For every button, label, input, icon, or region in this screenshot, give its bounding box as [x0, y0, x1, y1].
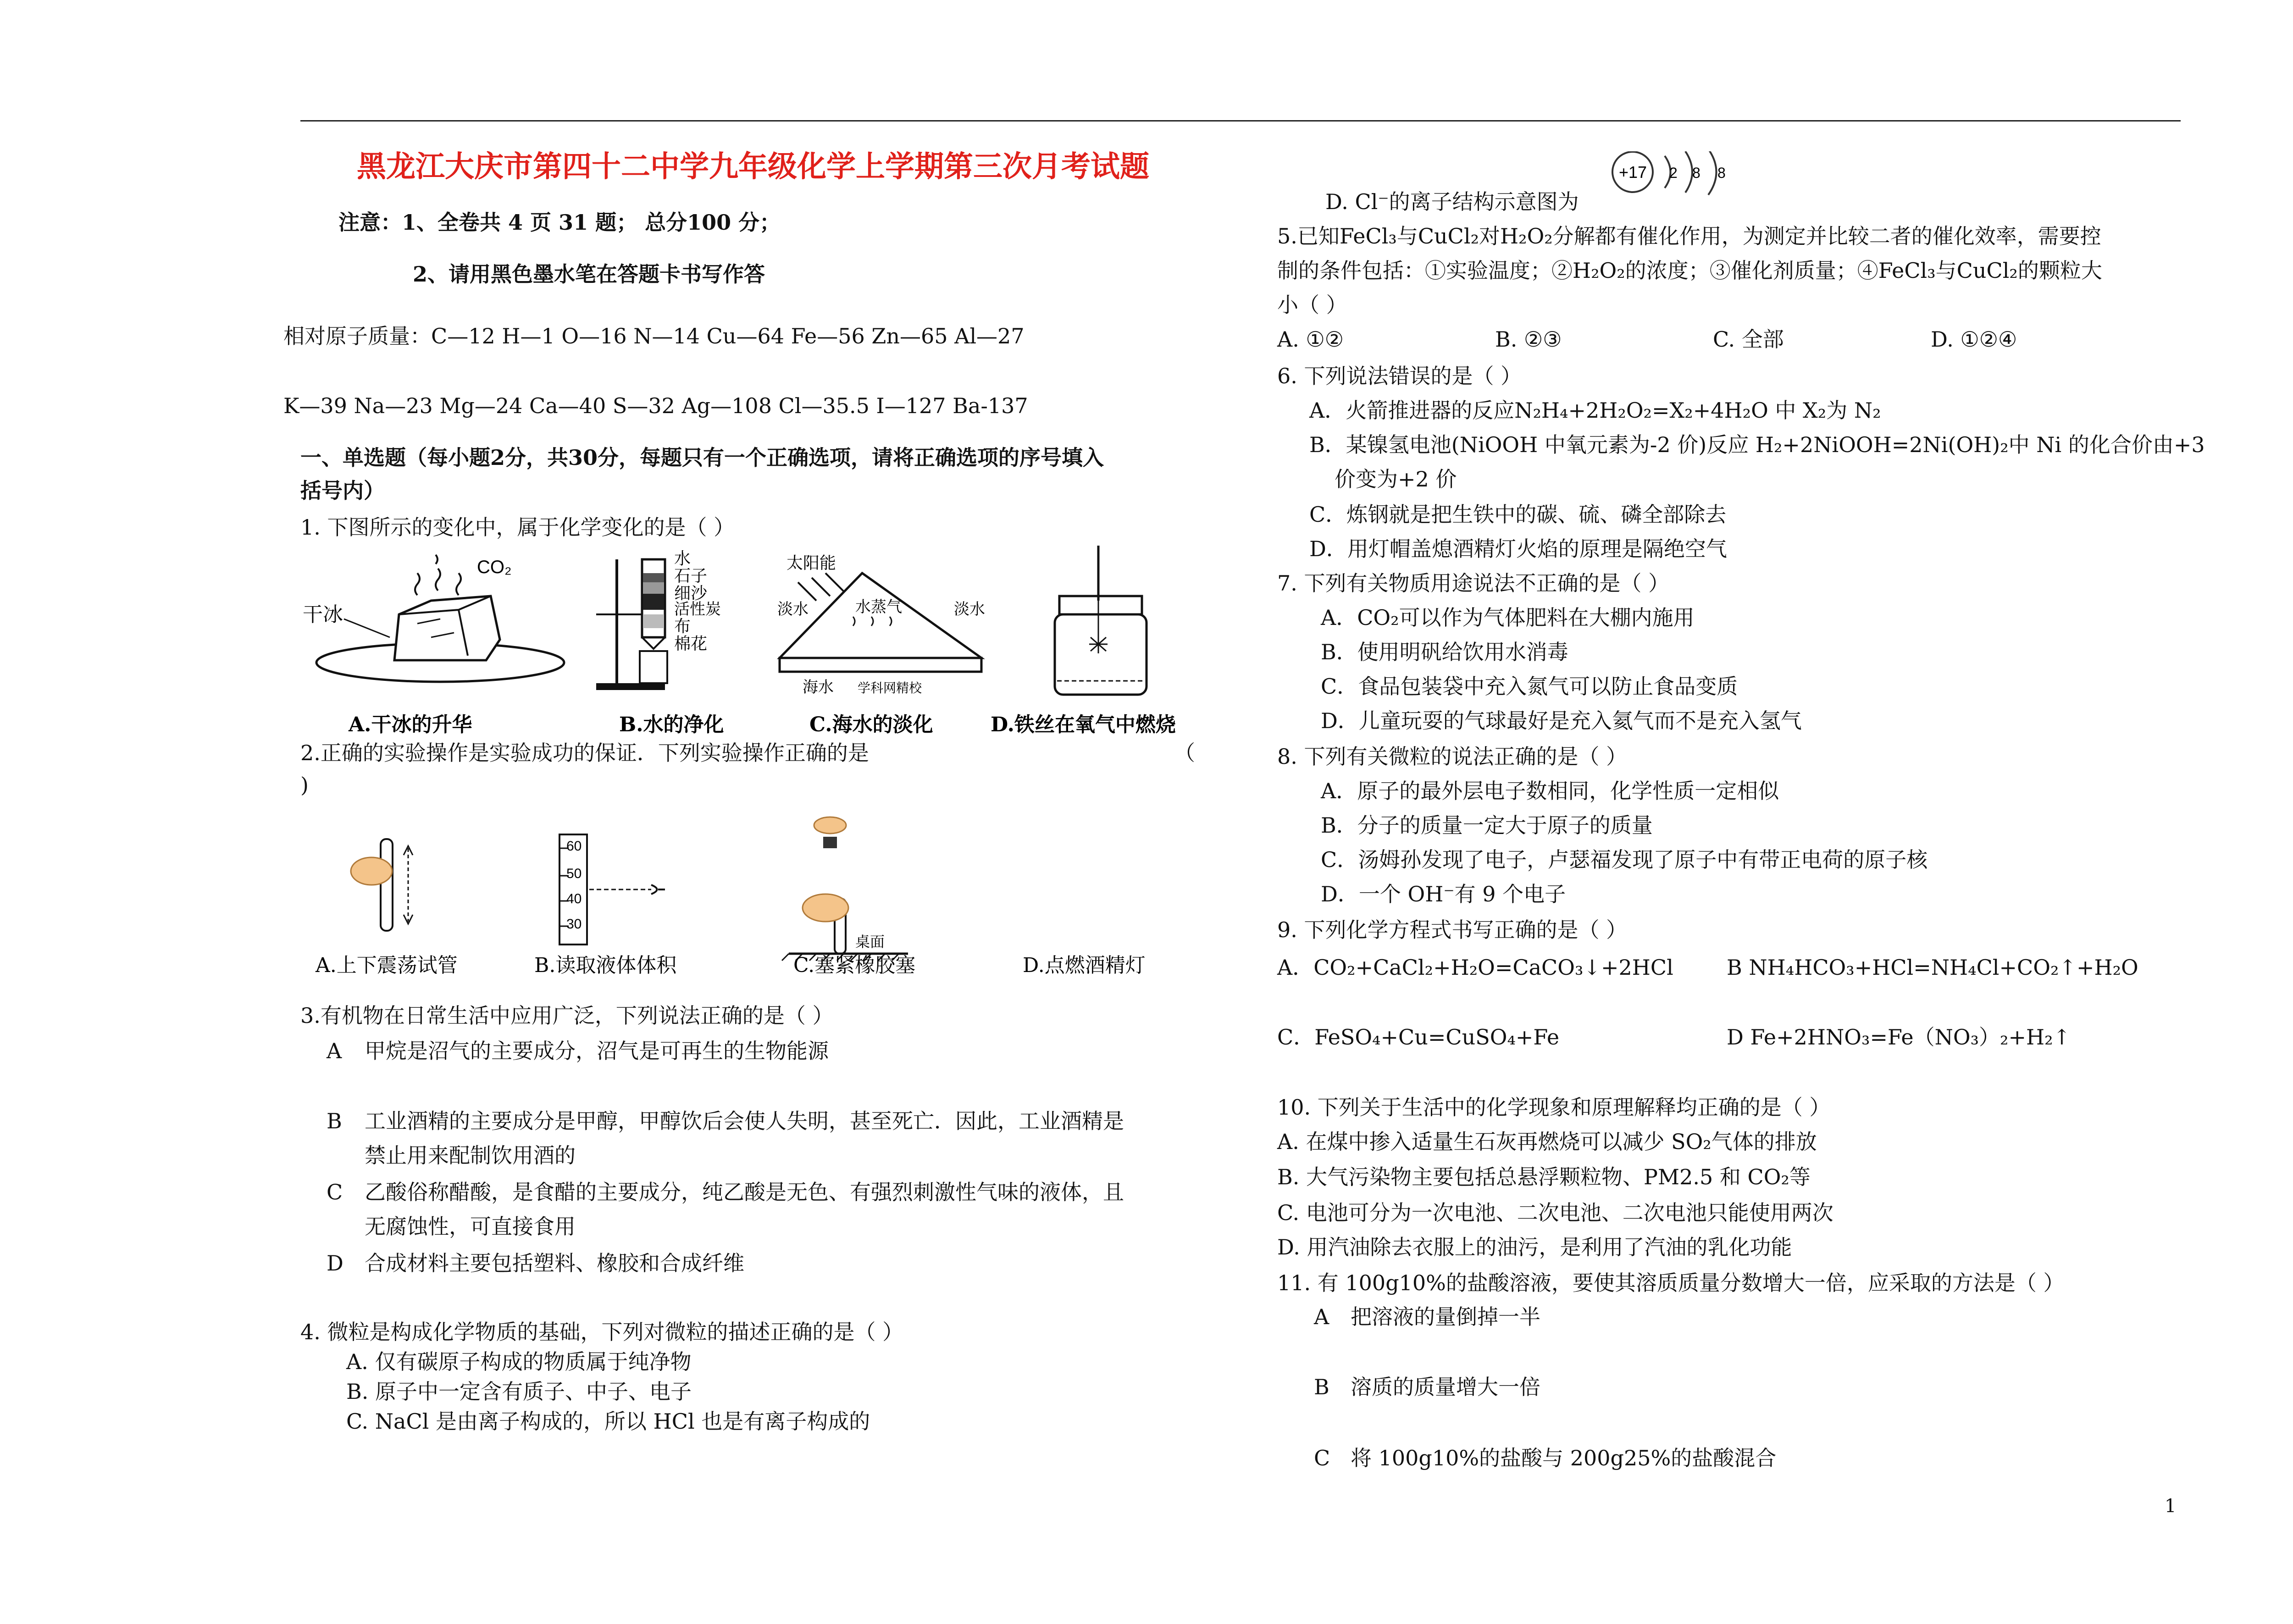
shell-3: 8 [1717, 165, 1726, 181]
q4-option-c: C. NaCl 是由离子构成的，所以 HCl 也是有离子构成的 [346, 1409, 870, 1434]
q3-option-a: 甲烷是沼气的主要成分，沼气是可再生的生物能源 [365, 1038, 829, 1063]
q2-caption-a: A.上下震荡试管 [316, 954, 458, 977]
water-label: 水 [674, 549, 691, 568]
note-1: 注意：1、全卷共 4 页 31 题； 总分100 分； [338, 210, 781, 235]
tick-60: 60 [566, 839, 582, 854]
fresh-water-left-label: 淡水 [777, 601, 809, 618]
q10-option-d: D. 用汽油除去衣服上的油污，是利用了汽油的乳化功能 [1277, 1235, 1792, 1259]
fresh-water-right-label: 淡水 [954, 601, 985, 618]
q4-option-d: D. Cl⁻的离子结构示意图为 [1325, 189, 1579, 214]
iron-wire-oxygen-illustration [1055, 546, 1146, 695]
graduated-cylinder-illustration [559, 834, 665, 945]
q2-caption-b: B.读取液体体积 [534, 954, 677, 977]
dry-ice-label: 干冰 [303, 603, 343, 626]
tick-50: 50 [566, 866, 582, 881]
q5-choice-c: C. 全部 [1713, 327, 1784, 352]
nucleus-label: +17 [1619, 163, 1647, 182]
q1-caption-c: C.海水的淡化 [809, 713, 933, 736]
water-filter-illustration [596, 549, 721, 690]
q5-choice-d: D. ①②④ [1931, 327, 2017, 352]
q3-option-d: 合成材料主要包括塑料、橡胶和合成纤维 [365, 1251, 744, 1276]
desalination-illustration [777, 553, 985, 696]
tick-40: 40 [566, 891, 582, 906]
watermark-label: 学科网精校 [858, 681, 922, 695]
q2-stem: 2.正确的实验操作是实验成功的保证．下列实验操作正确的是 [300, 740, 869, 765]
q6-option-b-line-1: B．某镍氢电池(NiOOH 中氧元素为-2 价)反应 H₂+2NiOOH=2Ni(OH)₂中 Ni 的化合价由+3 [1309, 432, 2205, 457]
exam-title: 黑龙江大庆市第四十二中学九年级化学上学期第三次月考试题 [357, 149, 1149, 184]
q5-choice-a: A. ①② [1277, 327, 1344, 352]
ion-structure-diagram [1605, 151, 1756, 206]
q6-stem: 6. 下列说法错误的是（ ） [1277, 364, 1522, 388]
q2-paren-open: （ [1174, 740, 1195, 765]
section-heading: 一、单选题（每小题2分，共30分，每题只有一个正确选项，请将正确选项的序号填入 [300, 445, 1104, 470]
atomic-mass-line-2: K—39 Na—23 Mg—24 Ca—40 S—32 Ag—108 Cl—35.5 I—127 Ba-137 [283, 393, 1028, 418]
q6-option-d: D．用灯帽盖熄酒精灯火焰的原理是隔绝空气 [1309, 536, 1727, 561]
q7-option-d: D．儿童玩耍的气球最好是充入氦气而不是充入氢气 [1321, 708, 1802, 733]
q9-stem: 9. 下列化学方程式书写正确的是（ ） [1277, 917, 1628, 942]
q8-option-c: C．汤姆孙发现了电子，卢瑟福发现了原子中有带正电荷的原子核 [1321, 847, 1928, 872]
q9-option-b: B NH₄HCO₃+HCl=NH₄Cl+CO₂↑+H₂O [1727, 955, 2138, 980]
q1-caption-d: D.铁丝在氧气中燃烧 [991, 713, 1176, 736]
q7-option-b: B．使用明矾给饮用水消毒 [1321, 640, 1568, 664]
q10-option-c: C. 电池可分为一次电池、二次电池、二次电池只能使用两次 [1277, 1200, 1833, 1225]
q11-option-a-letter: A [1314, 1304, 1329, 1329]
q9-option-a: A．CO₂+CaCl₂+H₂O=CaCO₃↓+2HCl [1277, 955, 1673, 980]
desk-label: 桌面 [855, 934, 885, 950]
q3-option-c-line-2: 无腐蚀性，可直接食用 [365, 1214, 576, 1239]
q10-option-a: A. 在煤中掺入适量生石灰再燃烧可以减少 SO₂气体的排放 [1277, 1129, 1817, 1154]
q3-option-b-line-1: 工业酒精的主要成分是甲醇，甲醇饮后会使人失明，甚至死亡．因此，工业酒精是 [365, 1109, 1124, 1133]
shake-test-tube-illustration [351, 839, 413, 931]
q8-option-b: B．分子的质量一定大于原子的质量 [1321, 813, 1653, 838]
q2-paren-close: ) [300, 773, 309, 797]
q3-option-a-letter: A [327, 1038, 342, 1063]
q3-option-b-letter: B [327, 1109, 342, 1133]
q4-stem: 4. 微粒是构成化学物质的基础，下列对微粒的描述正确的是（ ） [300, 1320, 904, 1344]
q7-option-a: A．CO₂可以作为气体肥料在大棚内施用 [1321, 605, 1695, 630]
shell-1: 2 [1669, 165, 1678, 181]
q8-stem: 8. 下列有关微粒的说法正确的是（ ） [1277, 744, 1628, 769]
sand-label: 细沙 [674, 584, 708, 602]
carbon-label: 活性炭 [674, 601, 721, 618]
q11-option-b-letter: B [1314, 1375, 1329, 1399]
cloth-label: 布 [674, 617, 691, 635]
q5-line-3: 小（ ） [1277, 293, 1347, 317]
q4-option-b: B. 原子中一定含有质子、中子、电子 [346, 1379, 692, 1404]
tick-30: 30 [566, 917, 582, 932]
q11-option-b: 溶质的质量增大一倍 [1351, 1375, 1540, 1399]
q7-stem: 7. 下列有关物质用途说法不正确的是（ ） [1277, 571, 1670, 596]
q6-option-b-line-2: 价变为+2 价 [1335, 467, 1457, 492]
q11-option-c-letter: C [1314, 1446, 1330, 1470]
note-2: 2、请用黑色墨水笔在答题卡书写作答 [413, 262, 765, 287]
q3-option-b-line-2: 禁止用来配制饮用酒的 [365, 1143, 576, 1168]
q6-option-c: C．炼钢就是把生铁中的碳、硫、磷全部除去 [1309, 502, 1727, 527]
q4-option-a: A. 仅有碳原子构成的物质属于纯净物 [346, 1349, 692, 1374]
stones-label: 石子 [674, 566, 708, 585]
q1-figure [303, 546, 1224, 738]
q11-option-a: 把溶液的量倒掉一半 [1351, 1304, 1540, 1329]
q3-option-d-letter: D [327, 1251, 343, 1276]
q3-stem: 3.有机物在日常生活中应用广泛，下列说法正确的是（ ） [300, 1003, 834, 1028]
q3-option-c-line-1: 乙酸俗称醋酸，是食醋的主要成分，纯乙酸是无色、有强烈刺激性气味的液体，且 [365, 1180, 1124, 1204]
q7-option-c: C．食品包装袋中充入氮气可以防止食品变质 [1321, 674, 1738, 699]
q10-stem: 10. 下列关于生活中的化学现象和原理解释均正确的是（ ） [1277, 1095, 1831, 1120]
q5-line-2: 制的条件包括：①实验温度；②H₂O₂的浓度；③催化剂质量；④FeCl₃与CuCl₂的颗粒大 [1277, 258, 2102, 283]
q2-caption-c: C.塞紧橡胶塞 [793, 954, 916, 977]
q3-option-c-letter: C [327, 1180, 343, 1204]
q2-caption-d: D.点燃酒精灯 [1023, 954, 1146, 977]
q9-option-d: D Fe+2HNO₃=Fe（NO₃）₂+H₂↑ [1727, 1025, 2071, 1050]
sea-water-label: 海水 [803, 679, 834, 696]
section-heading-cont: 括号内） [300, 478, 385, 503]
q8-option-a: A．原子的最外层电子数相同，化学性质一定相似 [1321, 779, 1779, 803]
q2-figure [303, 816, 1220, 977]
rubber-stopper-illustration [782, 817, 908, 961]
co2-label: CO₂ [477, 557, 512, 577]
q1-caption-b: B.水的净化 [619, 713, 724, 736]
dry-ice-illustration [303, 555, 564, 682]
q11-option-c: 将 100g10%的盐酸与 200g25%的盐酸混合 [1351, 1446, 1777, 1470]
q9-option-c: C．FeSO₄+Cu=CuSO₄+Fe [1277, 1025, 1560, 1050]
vapor-label: 水蒸气 [855, 598, 902, 616]
q1-stem: 1. 下图所示的变化中，属于化学变化的是（ ） [300, 515, 735, 540]
q11-stem: 11. 有 100g10%的盐酸溶液，要使其溶质质量分数增大一倍，应采取的方法是（ ） [1277, 1270, 2065, 1295]
page-number: 1 [2165, 1496, 2177, 1517]
atomic-mass-line-1: 相对原子质量：C—12 H—1 O—16 N—14 Cu—64 Fe—56 Zn—65 Al—27 [283, 324, 1025, 348]
q1-caption-a: A.干冰的升华 [349, 713, 472, 736]
q6-option-a: A．火箭推进器的反应N₂H₄+2H₂O₂=X₂+4H₂O 中 X₂为 N₂ [1309, 398, 1881, 423]
cotton-label: 棉花 [674, 634, 708, 653]
q8-option-d: D．一个 OH⁻有 9 个电子 [1321, 882, 1566, 906]
q5-line-1: 5.已知FeCl₃与CuCl₂对H₂O₂分解都有催化作用，为测定并比较二者的催化效率，需要控 [1277, 224, 2101, 249]
q10-option-b: B. 大气污染物主要包括总悬浮颗粒物、PM2.5 和 CO₂等 [1277, 1165, 1811, 1189]
shell-2: 8 [1692, 165, 1700, 181]
q5-choice-b: B. ②③ [1495, 327, 1562, 352]
header-rule [300, 120, 2181, 122]
sun-label: 太阳能 [786, 553, 836, 572]
